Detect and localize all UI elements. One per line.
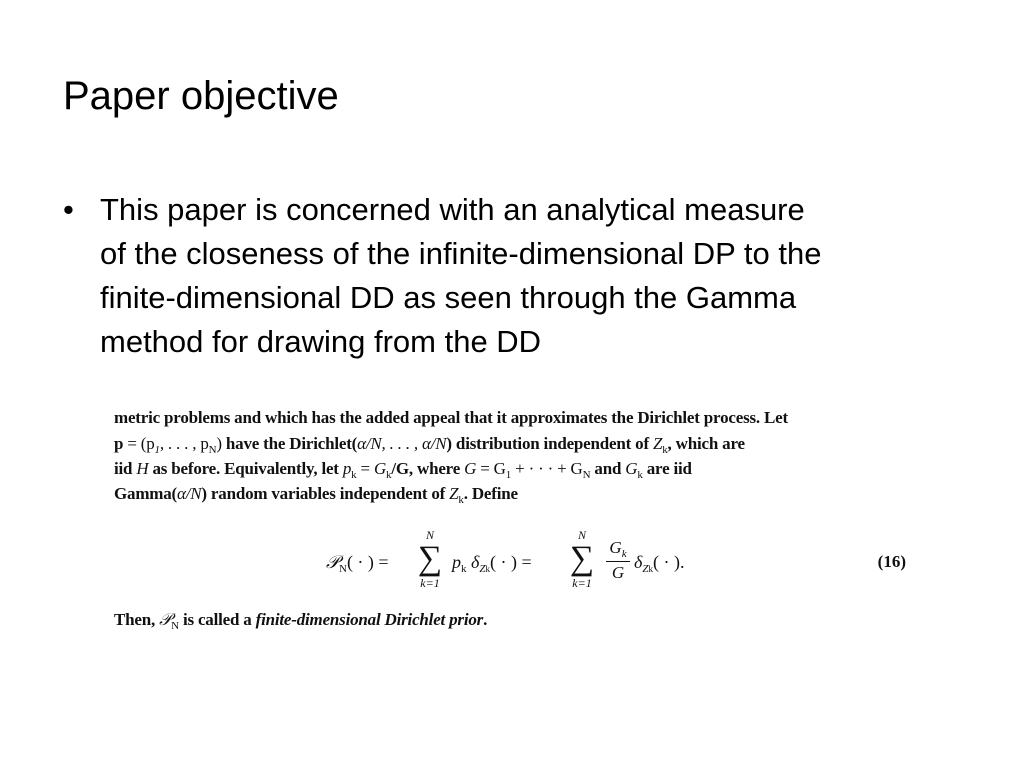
equation-number: (16) bbox=[877, 552, 906, 571]
excerpt-line-1: metric problems and which has the added appeal that it approximates the Dirichlet process. Let bbox=[114, 408, 788, 427]
equation-lhs: 𝒫$_N$( · ) = bbox=[326, 552, 389, 575]
equation-term-1: $p_k$ $\delta_{Zk}$( · ) = bbox=[452, 552, 532, 575]
bullet-line: method for drawing from the DD bbox=[100, 324, 542, 359]
bullet-list bbox=[63, 188, 983, 364]
bullet-marker: • bbox=[63, 192, 74, 227]
bullet-line: of the closeness of the infinite-dimensional DP to the bbox=[100, 236, 822, 271]
summation-2: N ∑ k=1 bbox=[569, 528, 595, 590]
excerpt-line-2: $p = (p_1$, . . . , $p_N$) have the Dirichlet(α/N, . . . , α/N) distribution independent of $Z_k$, which are bbox=[114, 434, 745, 456]
paper-excerpt-image bbox=[114, 406, 914, 636]
bullet-line: This paper is concerned with an analytical measure bbox=[100, 192, 805, 227]
excerpt-final-line: Then, 𝒫$_N$ is called a finite-dimensional Dirichlet prior. bbox=[114, 610, 488, 632]
summation-1: N ∑ k=1 bbox=[417, 528, 443, 590]
equation-term-2: $\delta_{Zk}$( · ). bbox=[634, 552, 685, 575]
excerpt-line-3: iid H as before. Equivalently, let $p_k = G_k/G$, where $G = G_1$ + · · · + $G_N$ and $G_k$ are iid bbox=[114, 459, 692, 481]
bullet-line: finite-dimensional DD as seen through the Gamma bbox=[100, 280, 797, 315]
bullet-item bbox=[63, 188, 983, 364]
slide-title: Paper objective bbox=[63, 74, 339, 118]
bullet-text bbox=[100, 192, 821, 359]
equation-16 bbox=[326, 528, 706, 594]
excerpt-line-4: Gamma(α/N) random variables independent of $Z_k$. Define bbox=[114, 484, 518, 506]
fraction-gk-over-g: $G_k$ G bbox=[606, 538, 630, 583]
